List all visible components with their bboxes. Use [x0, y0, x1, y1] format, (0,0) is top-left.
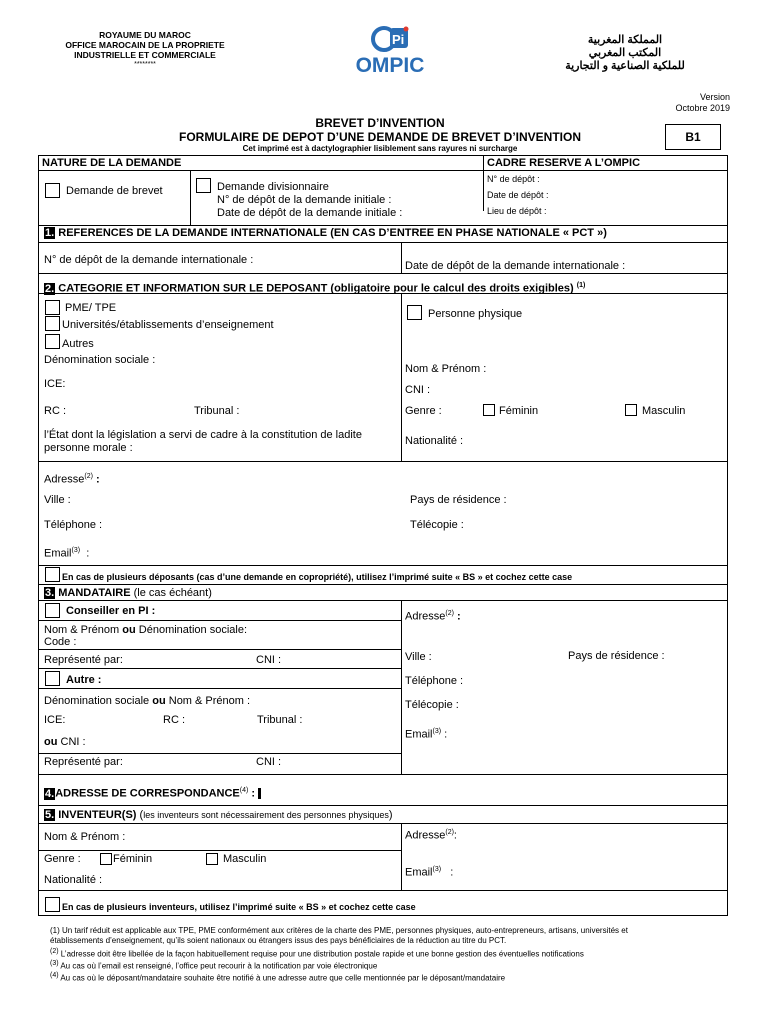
- footnote-4: [50, 971, 720, 984]
- mandataire-adresse-text: Adresse: [405, 610, 446, 623]
- mandataire-email-ref: (3): [432, 728, 442, 735]
- email-colon: :: [86, 547, 90, 560]
- footnote-1: [50, 926, 720, 946]
- autre-mandataire-checkbox[interactable]: [45, 671, 60, 686]
- divider: [401, 823, 402, 890]
- divider: [39, 584, 727, 585]
- mandataire-represente-label: Représenté par:: [44, 654, 123, 666]
- divider: [39, 850, 401, 851]
- genre-label: Genre :: [405, 405, 442, 417]
- divider: [39, 170, 727, 171]
- email-footnote-ref: (3): [71, 547, 81, 554]
- masculin-label: Masculin: [642, 405, 686, 417]
- footnote-3-text: Au cas où l’email est renseigné, l’office peut recourir à la notification par voie électronique: [60, 961, 378, 971]
- inventeur-feminin-checkbox[interactable]: [100, 853, 112, 865]
- section5-number: 5.: [45, 809, 55, 821]
- section4-title-text: ADRESSE DE CORRESPONDANCE: [55, 787, 240, 800]
- header-french-block: [40, 30, 250, 70]
- divider: [39, 600, 727, 601]
- mandataire-adresse-label: [405, 607, 461, 624]
- divider: [401, 242, 402, 273]
- autre-cni-text: CNI :: [60, 736, 86, 748]
- inventeur-adresse-text: Adresse: [405, 829, 446, 842]
- mandataire-ou: ou: [122, 624, 136, 636]
- footnote-4-ref: (4): [50, 972, 59, 979]
- divider: [39, 565, 727, 566]
- demande-divisionnaire-label: Demande divisionnaire: [217, 181, 329, 193]
- autre-cni2-label: CNI :: [256, 756, 282, 768]
- kingdom-label: ROYAUME DU MAROC: [99, 30, 191, 40]
- reserve-heading: CADRE RESERVE A L’OMPIC: [487, 157, 641, 169]
- depot-initiale-label: N° de dépôt de la demande initiale :: [217, 194, 392, 206]
- reserve-depot-place: Lieu de dépôt :: [487, 206, 547, 216]
- adresse-footnote-ref: (2): [84, 473, 93, 480]
- header-stars: ********: [134, 61, 156, 68]
- footnote-2-ref: (2): [50, 948, 59, 955]
- section4-colon: :: [251, 787, 256, 800]
- form-instruction: Cet imprimé est à dactylographier lisiblement sans rayures ni surcharge: [242, 144, 518, 153]
- section5-paren-open: (: [139, 809, 144, 821]
- email-label: [44, 544, 89, 561]
- inventeur-feminin-label: Féminin: [113, 853, 153, 865]
- conseiller-pi-checkbox[interactable]: [45, 603, 60, 618]
- autre-cni-label: [44, 736, 86, 749]
- ompic-logo: [340, 24, 440, 79]
- mandataire-telecopie-label: Télécopie :: [405, 699, 459, 711]
- section1-number: 1.: [45, 227, 55, 239]
- section3-title-text: MANDATAIRE: [58, 587, 131, 599]
- arabic-kingdom: المملكة المغربية: [587, 34, 663, 46]
- footnote-2-text: L’adresse doit être libellée de la façon habituellement requise pour une distribution postale rapide et une bonne gestion des éventuelles notifications: [60, 949, 584, 959]
- autre-mandataire-label: Autre :: [66, 674, 102, 686]
- divider: [401, 600, 402, 774]
- mandataire-email-text: Email: [405, 728, 433, 741]
- ville-label: Ville :: [44, 494, 71, 506]
- mandataire-telephone-label: Téléphone :: [405, 675, 464, 687]
- section3-number: 3.: [45, 587, 55, 599]
- divider: [39, 225, 727, 226]
- autre-ou-cni: ou: [44, 736, 58, 748]
- autres-checkbox[interactable]: [45, 334, 60, 349]
- mandataire-adresse-ref: (2): [445, 610, 454, 617]
- denomination-label: Dénomination sociale :: [44, 354, 156, 366]
- divider: [39, 461, 727, 462]
- section5-title-text: INVENTEUR(S): [58, 809, 137, 821]
- divider: [39, 823, 727, 824]
- personne-physique-label: Personne physique: [428, 308, 523, 320]
- telephone-label: Téléphone :: [44, 519, 103, 531]
- divider: [39, 668, 401, 669]
- autre-ice-label: ICE:: [44, 714, 66, 726]
- section3-title: [44, 587, 212, 600]
- divider: [39, 688, 401, 689]
- footnote-2: [50, 947, 720, 960]
- autre-ou: ou: [152, 695, 166, 707]
- divider: [39, 649, 401, 650]
- arabic-office-line2: للملكية الصناعية و التجارية: [565, 60, 685, 72]
- footnote-3-ref: (3): [50, 960, 59, 967]
- section1-title-text: REFERENCES DE LA DEMANDE INTERNATIONALE (EN CAS D’ENTREE EN PHASE NATIONALE « PCT »): [58, 227, 607, 239]
- ompic-logo-icon: [340, 24, 440, 79]
- section2-title-text: CATEGORIE ET INFORMATION SUR LE DEPOSANT (obligatoire pour le calcul des droits exigibles): [58, 282, 574, 295]
- reserve-depot-number: N° de dépôt :: [487, 174, 540, 184]
- section2-number: 2.: [45, 282, 55, 295]
- autre-rc-label: RC :: [163, 714, 185, 726]
- inventeur-masculin-label: Masculin: [223, 853, 267, 865]
- autres-label: Autres: [62, 338, 94, 350]
- inventeur-adresse-ref: (2): [445, 829, 454, 836]
- section3-title-note: (le cas échéant): [133, 587, 212, 599]
- section5-paren-close: ): [388, 809, 393, 821]
- divider: [39, 890, 727, 891]
- etat-label-line1: l’État dont la législation a servi de cadre à la constitution de ladite: [44, 429, 362, 441]
- demande-brevet-label: Demande de brevet: [66, 185, 163, 197]
- autre-nom-text: Nom & Prénom :: [168, 695, 251, 707]
- autre-represente-label: Représenté par:: [44, 756, 123, 768]
- inventeur-email-label: [405, 863, 453, 880]
- nom-prenom-label: Nom & Prénom :: [405, 363, 487, 375]
- inventeur-adresse-colon: :: [453, 829, 457, 842]
- form-box: [38, 155, 728, 916]
- universites-checkbox[interactable]: [45, 316, 60, 331]
- ice-label: ICE:: [44, 378, 66, 390]
- section4-footnote-ref: (4): [239, 787, 249, 794]
- mandataire-code-label: Code :: [44, 636, 77, 648]
- feminin-checkbox[interactable]: [483, 404, 495, 416]
- form-title: BREVET D’INVENTION: [315, 116, 445, 130]
- version-date: Octobre 2019: [675, 103, 730, 113]
- autre-tribunal-label: Tribunal :: [257, 714, 303, 726]
- mandataire-email-label: [405, 725, 447, 742]
- pct-depot-number-label: N° de dépôt de la demande internationale :: [44, 254, 254, 266]
- telecopie-label: Télécopie :: [410, 519, 464, 531]
- section4-title: [44, 784, 261, 801]
- inventeur-nom-label: Nom & Prénom :: [44, 831, 126, 843]
- section5-note: les inventeurs sont nécessairement des personnes physiques: [143, 810, 389, 820]
- inventeur-adresse-label: [405, 826, 457, 843]
- mandataire-cni-label: CNI :: [256, 654, 282, 666]
- mandataire-nom-text: Nom & Prénom: [44, 624, 120, 636]
- divider: [483, 156, 484, 211]
- form-subtitle: FORMULAIRE DE DEPOT D’UNE DEMANDE DE BREVET D’INVENTION: [178, 130, 582, 144]
- universites-label: Universités/établissements d’enseignement: [62, 319, 274, 331]
- divider: [39, 753, 401, 754]
- divider: [190, 170, 191, 225]
- version-label: Version: [699, 92, 730, 102]
- email-text: Email: [44, 547, 72, 560]
- mandataire-ville-label: Ville :: [405, 651, 432, 663]
- cni-label: CNI :: [405, 384, 431, 396]
- mandataire-email-colon: :: [444, 728, 448, 741]
- adresse-label: [44, 470, 100, 487]
- logo-mark: Pi: [392, 32, 405, 47]
- divider: [39, 242, 727, 243]
- mandataire-pays-label: Pays de résidence :: [568, 650, 665, 662]
- office-name-line1: OFFICE MAROCAIN DE LA PROPRIETE: [65, 40, 225, 50]
- footnote-3: [50, 959, 720, 972]
- version-block: [640, 92, 730, 114]
- plusieurs-inventeurs-checkbox[interactable]: [45, 897, 60, 912]
- text-cursor: [258, 788, 261, 799]
- inventeur-email-text: Email: [405, 866, 433, 879]
- plusieurs-deposants-checkbox[interactable]: [45, 567, 60, 582]
- plusieurs-inventeurs-label: En cas de plusieurs inventeurs, utilisez l’imprimé suite « BS » et cochez cette case: [62, 902, 416, 912]
- footnote-1-line1: (1) Un tarif réduit est applicable aux TPE, PME conformément aux critères de la charte des PME, personnes physiques, auto-entrepreneurs, artisans, universités et: [50, 926, 628, 935]
- mandataire-denom-text: Dénomination sociale:: [138, 624, 248, 636]
- section4-number: 4.: [45, 787, 55, 800]
- divider: [401, 293, 402, 461]
- rc-label: RC :: [44, 405, 66, 417]
- reserve-depot-date: Date de dépôt :: [487, 190, 549, 200]
- personne-physique-checkbox[interactable]: [407, 305, 422, 320]
- feminin-label: Féminin: [499, 405, 539, 417]
- inventeur-email-colon: :: [450, 866, 454, 879]
- inventeur-nationalite-label: Nationalité :: [44, 874, 103, 886]
- adresse-text: Adresse: [44, 473, 85, 486]
- autre-denom-label: [44, 695, 250, 708]
- divider: [39, 774, 727, 775]
- section2-footnote-ref: (1): [576, 282, 586, 289]
- autre-denom-text: Dénomination sociale: [44, 695, 150, 707]
- footnote-4-text: Au cas où le déposant/mandataire souhaite être notifié à une adresse autre que celle mentionnée par le déposant/mandataire: [60, 973, 506, 983]
- footnote-1-line2: établissements d’enseignement, qu’ils soient nationaux ou étrangers issus des pays bénéficiaires de la réduction au titre du PCT.: [50, 936, 507, 945]
- masculin-checkbox[interactable]: [625, 404, 637, 416]
- divider: [39, 620, 401, 621]
- pays-residence-label: Pays de résidence :: [410, 494, 507, 506]
- adresse-colon: :: [95, 473, 100, 486]
- office-name-line2: INDUSTRIELLE ET COMMERCIALE: [74, 50, 216, 60]
- etat-label-line2: personne morale :: [44, 442, 133, 454]
- tribunal-label: Tribunal :: [194, 405, 240, 417]
- pme-label: PME/ TPE: [65, 302, 117, 314]
- section1-title: [44, 227, 607, 240]
- pme-checkbox[interactable]: [45, 300, 60, 315]
- section5-title: [44, 809, 393, 822]
- logo-text: OMPIC: [355, 54, 425, 77]
- conseiller-pi-label: Conseiller en PI :: [66, 605, 156, 617]
- mandataire-adresse-colon: :: [456, 610, 461, 623]
- inventeur-email-ref: (3): [432, 866, 442, 873]
- form-code-box: B1: [665, 124, 721, 150]
- nationalite-label: Nationalité :: [405, 435, 464, 447]
- inventeur-genre-label: Genre :: [44, 853, 81, 865]
- inventeur-masculin-checkbox[interactable]: [206, 853, 218, 865]
- plusieurs-deposants-label: En cas de plusieurs déposants (cas d’une demande en copropriété), utilisez l’imprimé suite « BS » et cochez cette case: [62, 572, 573, 582]
- divider: [39, 273, 727, 274]
- demande-brevet-checkbox[interactable]: [45, 183, 60, 198]
- demande-divisionnaire-checkbox[interactable]: [196, 178, 211, 193]
- divider: [39, 293, 727, 294]
- header-arabic-block: [540, 34, 710, 73]
- date-initiale-label: Date de dépôt de la demande initiale :: [217, 207, 403, 219]
- pct-depot-date-label: Date de dépôt de la demande internationale :: [405, 260, 626, 272]
- nature-heading: NATURE DE LA DEMANDE: [42, 157, 182, 169]
- divider: [39, 805, 727, 806]
- arabic-office: المكتب المغربي: [588, 47, 662, 59]
